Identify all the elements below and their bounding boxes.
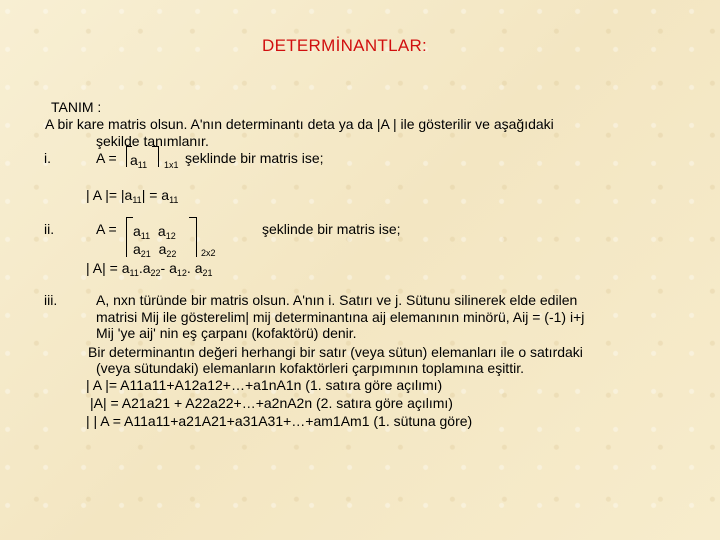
case-ii-determinant: | $A| = a_{11}.a_{22}-$ $a_{12}$. $a_{21}$ <box>86 260 213 278</box>
matrix-ii-right-bracket-top <box>189 217 196 218</box>
definition-line-1: A bir kare matris olsun. A'nın determinantı deta ya da |A | ile gösterilir ve aşağıdaki <box>45 116 554 132</box>
matrix-ii-left-bracket <box>126 217 127 257</box>
case-iii-label: iii. <box>44 292 58 308</box>
case-iii-line-7: |A| = A21a21 + A22a22+…+a2nA2n (2. satıra göre açılımı) <box>90 395 453 411</box>
matrix-i-right-bracket <box>158 146 159 167</box>
matrix-ii-row-1: $a_{11}$ $a_{12}$ <box>133 223 176 241</box>
case-iii-line-2: matrisi Mij ile gösterelim| mij determinantına aij elemanının minörü, Aij = (-1) i+j <box>96 309 585 325</box>
definition-line-2: şekilde tanımlanır. <box>96 133 209 149</box>
case-iii-line-5: (veya sütundaki) elemanların kofaktörleri çarpımının toplamına eşittir. <box>96 360 524 376</box>
matrix-ii-size: 2x2 <box>201 248 216 258</box>
case-iii-line-3: Mij 'ye aij' nin eş çarpanı (kofaktörü) denir. <box>96 325 357 341</box>
case-iii-line-4: Bir determinantın değeri herhangi bir satır (veya sütun) elemanları ile o satırdaki <box>88 344 583 360</box>
matrix-i-entry: $a_{11}$ <box>130 152 148 170</box>
matrix-i-size: 1x1 <box>164 160 179 170</box>
case-i-lhs: A = <box>96 150 117 166</box>
case-iii-line-6: | A |= A11a11+A12a12+…+a1nA1n (1. satıra göre açılımı) <box>86 377 443 393</box>
case-i-text: şeklinde bir matris ise; <box>185 150 324 166</box>
case-i-determinant: | A |= $|a_{11}| = a_{11}$ <box>86 187 179 205</box>
matrix-i-right-bracket-top <box>152 146 158 147</box>
matrix-i-left-bracket <box>126 146 127 167</box>
matrix-ii-right-bracket <box>196 217 197 257</box>
matrix-ii-left-bracket-top <box>126 217 133 218</box>
definition-heading: TANIM : <box>51 99 102 115</box>
matrix-ii-row-2: $a_{21}$ $a_{22}$ <box>133 241 177 259</box>
case-iii-line-8: | | A = A11a11+a21A21+a31A31+…+am1Am1 (1. sütuna göre) <box>86 413 473 429</box>
page-title: DETERMİNANTLAR: <box>262 36 428 55</box>
case-ii-label: ii. <box>44 221 55 237</box>
matrix-i-left-bracket-top <box>126 146 132 147</box>
case-ii-lhs: A = <box>96 221 117 237</box>
case-iii-line-1: A, nxn türünde bir matris olsun. A'nın i. Satırı ve j. Sütunu silinerek elde edilen <box>96 292 578 308</box>
case-i-label: i. <box>44 150 51 166</box>
case-ii-text: şeklinde bir matris ise; <box>262 221 401 237</box>
